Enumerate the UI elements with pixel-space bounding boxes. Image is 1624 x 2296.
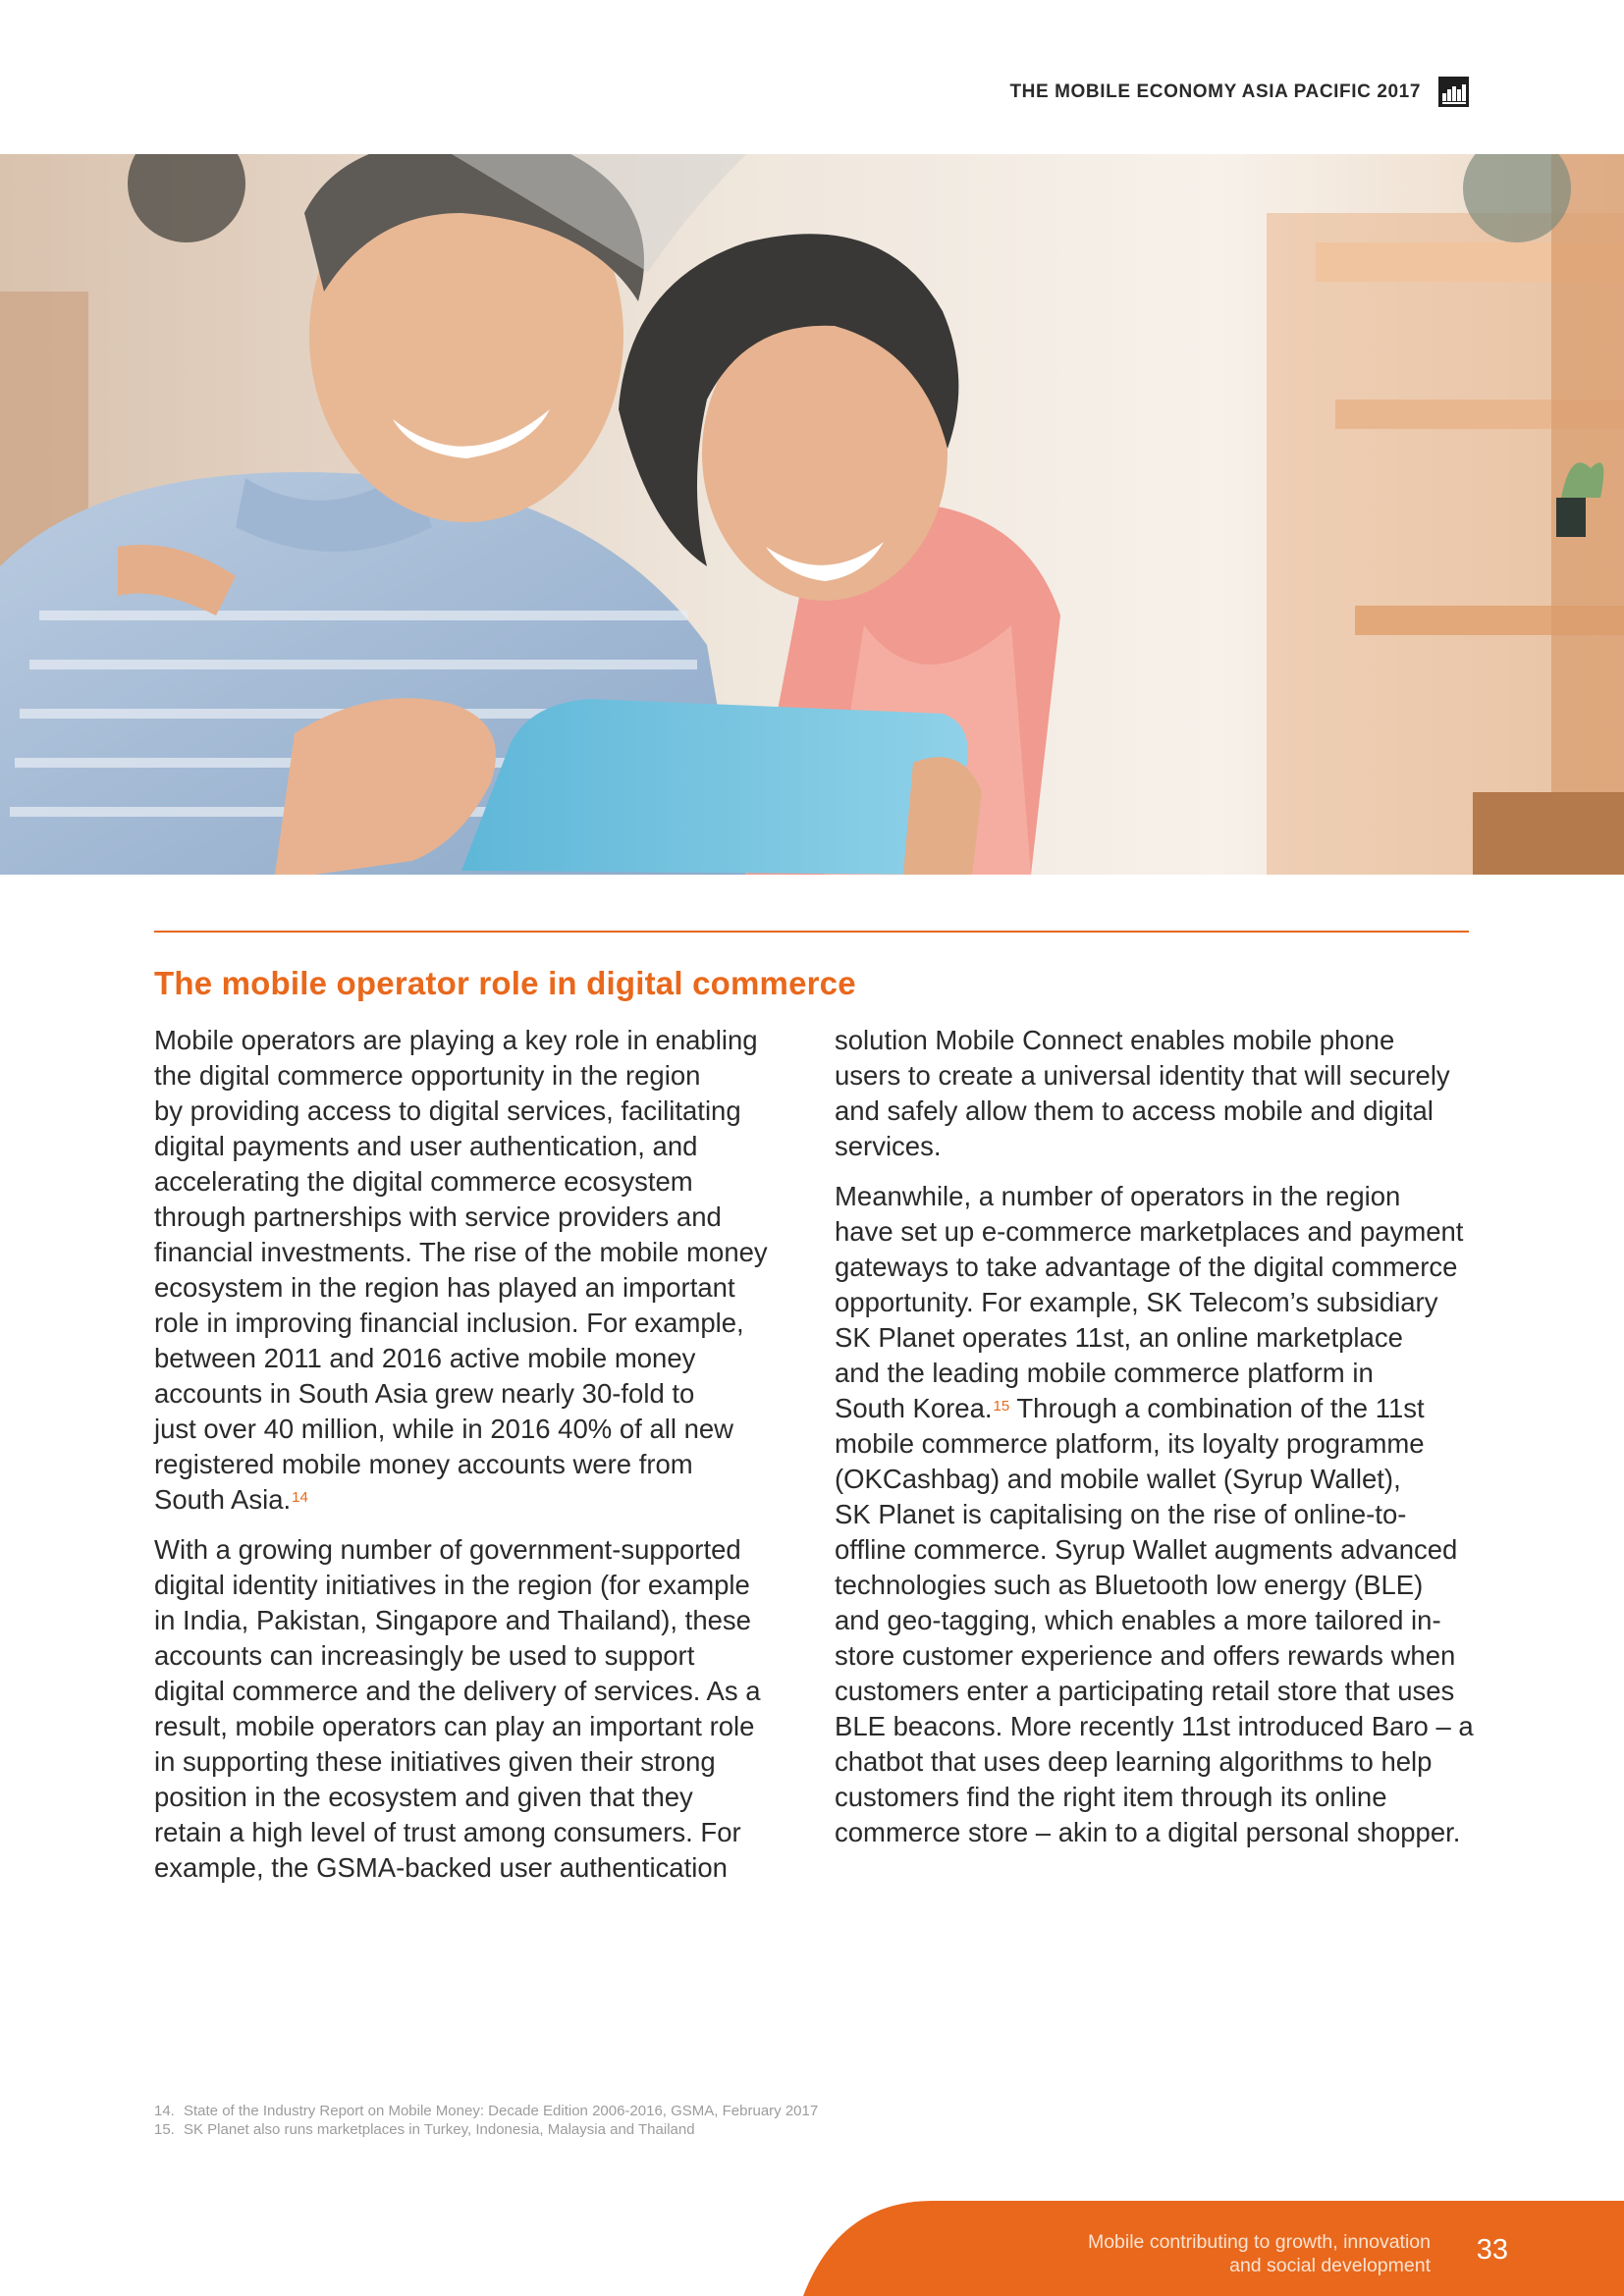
- text-line: digital identity initiatives in the region (for example: [154, 1570, 750, 1600]
- hero-photo: [0, 154, 1624, 875]
- text-line: accounts in South Asia grew nearly 30-fold to: [154, 1378, 695, 1409]
- text-line: chatbot that uses deep learning algorithms to help: [835, 1746, 1433, 1777]
- text-line: position in the ecosystem and given that they: [154, 1782, 693, 1812]
- text-line: technologies such as Bluetooth low energy (BLE): [835, 1570, 1424, 1600]
- text-line: offline commerce. Syrup Wallet augments advanced: [835, 1534, 1458, 1565]
- section-title: The mobile operator role in digital commerce: [154, 965, 856, 1001]
- left-column: [154, 1023, 783, 1900]
- footnotes: [154, 2102, 818, 2139]
- footnote-text: State of the Industry Report on Mobile Money: Decade Edition 2006-2016, GSMA, February 2017: [184, 2103, 819, 2119]
- text-line: [154, 1482, 783, 1518]
- text-line: example, the GSMA-backed user authentication: [154, 1852, 728, 1883]
- text-line: result, mobile operators can play an important role: [154, 1711, 755, 1741]
- text-line: in supporting these initiatives given their strong: [154, 1746, 716, 1777]
- text-line: by providing access to digital services, facilitating: [154, 1095, 741, 1126]
- text-line: Meanwhile, a number of operators in the region: [835, 1181, 1401, 1211]
- text-line: and safely allow them to access mobile and digital: [835, 1095, 1434, 1126]
- footer-line: Mobile contributing to growth, innovation: [1087, 2231, 1431, 2253]
- text-line: SK Planet operates 11st, an online marketplace: [835, 1322, 1403, 1353]
- text-line: registered mobile money accounts were from: [154, 1449, 693, 1479]
- text-line: SK Planet is capitalising on the rise of online-to-: [835, 1499, 1407, 1529]
- text-line: accelerating the digital commerce ecosystem: [154, 1166, 693, 1197]
- footnote-15: [154, 2120, 818, 2139]
- footnote-number: 14.: [154, 2103, 175, 2119]
- text-line: and the leading mobile commerce platform in: [835, 1358, 1374, 1388]
- text-line: BLE beacons. More recently 11st introduced Baro – a: [835, 1711, 1474, 1741]
- text-line: ecosystem in the region has played an important: [154, 1272, 735, 1303]
- text-line: [835, 1391, 1463, 1426]
- footnote-ref-14[interactable]: 14: [292, 1489, 308, 1506]
- text-line: the digital commerce opportunity in the region: [154, 1060, 701, 1091]
- text-line: mobile commerce platform, its loyalty programme: [835, 1428, 1425, 1459]
- text-line: opportunity. For example, SK Telecom’s subsidiary: [835, 1287, 1438, 1317]
- right-column: [835, 1023, 1474, 1865]
- text-line: customers enter a participating retail store that uses: [835, 1676, 1455, 1706]
- footer-tagline: [1088, 2230, 1431, 2277]
- text-line: just over 40 million, while in 2016 40% of all new: [154, 1414, 734, 1444]
- footnote-ref-15[interactable]: 15: [993, 1398, 1010, 1415]
- gsma-logo-icon: [1438, 77, 1469, 107]
- text-fragment: South Asia.: [154, 1484, 292, 1515]
- text-line: commerce store – akin to a digital personal shopper.: [835, 1817, 1461, 1847]
- text-line: have set up e-commerce marketplaces and payment: [835, 1216, 1464, 1247]
- text-line: gateways to take advantage of the digital commerce: [835, 1252, 1458, 1282]
- text-line: store customer experience and offers rewards when: [835, 1640, 1456, 1671]
- text-line: digital payments and user authentication, and: [154, 1131, 698, 1161]
- paragraph: [835, 1023, 1463, 1164]
- text-line: in India, Pakistan, Singapore and Thailand), these: [154, 1605, 751, 1635]
- text-line: and geo-tagging, which enables a more tailored in-: [835, 1605, 1441, 1635]
- footnote-14: [154, 2102, 818, 2120]
- publication-title: THE MOBILE ECONOMY ASIA PACIFIC 2017: [1009, 80, 1421, 102]
- text-line: customers find the right item through its online: [835, 1782, 1387, 1812]
- page-number: 33: [1476, 2234, 1508, 2266]
- text-line: users to create a universal identity that will securely: [835, 1060, 1450, 1091]
- text-line: retain a high level of trust among consumers. For: [154, 1817, 741, 1847]
- text-line: accounts can increasingly be used to support: [154, 1640, 695, 1671]
- text-line: (OKCashbag) and mobile wallet (Syrup Wallet),: [835, 1464, 1401, 1494]
- footnote-text: SK Planet also runs marketplaces in Turkey, Indonesia, Malaysia and Thailand: [184, 2121, 695, 2138]
- page-header: [1009, 77, 1469, 107]
- section-divider: [154, 931, 1469, 933]
- text-line: digital commerce and the delivery of services. As a: [154, 1676, 761, 1706]
- text-line: between 2011 and 2016 active mobile money: [154, 1343, 696, 1373]
- paragraph: [835, 1179, 1474, 1850]
- paragraph: [154, 1532, 783, 1886]
- text-line: role in improving financial inclusion. For example,: [154, 1308, 744, 1338]
- footnote-number: 15.: [154, 2121, 175, 2138]
- paragraph: [154, 1023, 783, 1518]
- text-line: With a growing number of government-supported: [154, 1534, 741, 1565]
- text-fragment: Through a combination of the 11st: [1009, 1393, 1425, 1423]
- text-line: through partnerships with service providers and: [154, 1201, 722, 1232]
- text-line: solution Mobile Connect enables mobile phone: [835, 1025, 1395, 1055]
- text-line: Mobile operators are playing a key role in enabling: [154, 1025, 758, 1055]
- text-line: financial investments. The rise of the mobile money: [154, 1237, 768, 1267]
- text-line: services.: [835, 1131, 942, 1161]
- text-fragment: South Korea.: [835, 1393, 993, 1423]
- footer-line: and social development: [1229, 2255, 1431, 2276]
